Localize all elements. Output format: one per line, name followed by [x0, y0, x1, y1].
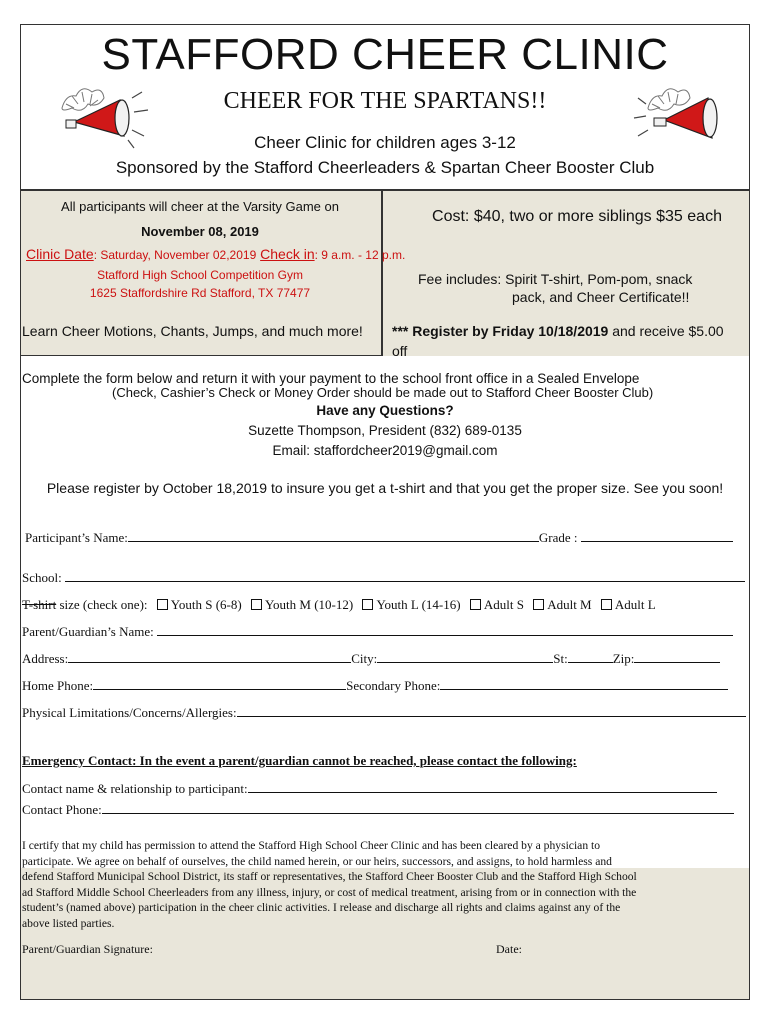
waiver-line: participate. We agree on behalf of ourselves, the child named herein, or our heirs, successors, and assigns, to hold harmless and: [22, 854, 612, 868]
phone-field[interactable]: [22, 678, 728, 694]
size-youth-l: Youth L (14-16): [376, 597, 461, 612]
home-phone-blank[interactable]: [93, 678, 346, 690]
venue: Stafford High School Competition Gym: [97, 268, 303, 282]
secondary-phone-blank[interactable]: [440, 678, 728, 690]
participant-name-blank[interactable]: [128, 530, 539, 542]
parent-name-blank[interactable]: [157, 624, 733, 636]
checkbox-youth-s[interactable]: [157, 599, 168, 610]
page-title: STAFFORD CHEER CLINIC: [101, 30, 669, 79]
register-suffix: and receive $5.00: [608, 323, 724, 339]
fee-line-2: pack, and Cheer Certificate!!: [512, 289, 690, 305]
school-field[interactable]: [22, 570, 745, 586]
email-link[interactable]: Email: staffordcheer2019@gmail.com: [272, 443, 498, 458]
size-adult-m: Adult M: [547, 597, 592, 612]
check-in-value: : 9 a.m. - 12 p.m.: [314, 248, 406, 262]
fee-line-1: Fee includes: Spirit T-shirt, Pom-pom, snack: [418, 271, 693, 287]
participant-name-label: Participant’s Name:: [25, 530, 128, 545]
instructions-line-2: (Check, Cashier’s Check or Money Order should be made out to Stafford Cheer Booster Club): [112, 385, 654, 400]
size-youth-m: Youth M (10-12): [264, 597, 354, 612]
home-phone-label: Home Phone:: [22, 678, 94, 693]
sponsor-line: Sponsored by the Stafford Cheerleaders & Spartan Cheer Booster Club: [115, 158, 655, 177]
address-field[interactable]: [22, 651, 720, 667]
size-youth-s: Youth S (6-8): [170, 597, 242, 612]
check-in-label: Check in: [260, 246, 315, 262]
limitations-field[interactable]: [22, 705, 746, 721]
contact-line: Suzette Thompson, President (832) 689-0135: [248, 423, 522, 438]
page-subtitle: CHEER FOR THE SPARTANS!!: [223, 88, 547, 114]
contact-phone-field[interactable]: [22, 802, 734, 818]
tshirt-size-field[interactable]: [22, 597, 656, 613]
address-label: Address:: [22, 651, 69, 666]
waiver-line: above listed parties.: [22, 916, 115, 930]
waiver-line: ad Stafford Middle School Cheerleaders from any illness, injury, or cost of medical treatment, arising from or in connection with the: [22, 885, 637, 899]
clinic-date-label: Clinic Date: [26, 246, 94, 262]
register-deadline: [392, 323, 724, 339]
grade-label: Grade :: [538, 530, 578, 545]
zip-blank[interactable]: [634, 651, 720, 663]
school-blank[interactable]: [65, 570, 745, 582]
city-label: City:: [351, 651, 378, 666]
emergency-heading: Emergency Contact: In the event a parent/guardian cannot be reached, please contact the following:: [22, 753, 577, 768]
st-blank[interactable]: [568, 651, 613, 663]
contact-name-blank[interactable]: [248, 781, 717, 793]
learn-line: Learn Cheer Motions, Chants, Jumps, and much more!: [22, 323, 363, 339]
limitations-label: Physical Limitations/Concerns/Allergies:: [22, 705, 237, 720]
checkbox-youth-m[interactable]: [251, 599, 262, 610]
megaphone-pompom-icon: [628, 78, 728, 150]
questions-heading: Have any Questions?: [316, 403, 454, 418]
waiver-line: student’s (named above) participation in the cheer clinic activities. I release and discharge all rights and claims against any of the: [22, 901, 621, 915]
parent-name-label: Parent/Guardian’s Name:: [22, 624, 154, 639]
email-line[interactable]: [0, 443, 770, 458]
checkbox-youth-l[interactable]: [362, 599, 373, 610]
participant-name-field[interactable]: [25, 530, 733, 546]
clinic-date-line: [26, 246, 405, 262]
contact-phone-label: Contact Phone:: [22, 802, 102, 817]
instructions-line-1: Complete the form below and return it with your payment to the school front office in a Sealed Envelope: [22, 371, 640, 386]
size-adult-s: Adult S: [483, 597, 524, 612]
zip-label: Zip:: [612, 651, 635, 666]
school-label: School:: [22, 570, 62, 585]
cost-line: Cost: $40, two or more siblings $35 each: [432, 208, 722, 225]
tshirt-label-struck: T-shirt: [22, 597, 57, 612]
register-prefix: *** Register by Friday 10/18/2019: [392, 323, 609, 339]
grade-blank[interactable]: [581, 530, 733, 542]
register-note: Please register by October 18,2019 to insure you get a t-shirt and that you get the proper size. See you soon!: [46, 480, 724, 496]
venue-address: 1625 Staffordshire Rd Stafford, TX 77477: [89, 286, 311, 300]
tshirt-label: size (check one):: [56, 597, 148, 612]
contact-phone-blank[interactable]: [102, 802, 734, 814]
parent-name-field[interactable]: [22, 624, 733, 640]
register-off: off: [392, 343, 408, 359]
contact-name-field[interactable]: [22, 781, 717, 797]
secondary-phone-label: Secondary Phone:: [346, 678, 441, 693]
checkbox-adult-s[interactable]: [470, 599, 481, 610]
address-blank[interactable]: [68, 651, 351, 663]
megaphone-pompom-icon: [52, 78, 152, 150]
waiver-text: [22, 838, 637, 932]
clinic-date-value: : Saturday, November 02,2019: [93, 248, 257, 262]
contact-name-label: Contact name & relationship to participant:: [22, 781, 248, 796]
size-adult-l: Adult L: [614, 597, 656, 612]
waiver-line: defend Stafford Municipal School District, its staff or representatives, the Stafford Cheer Booster Club and the Stafford High School: [22, 870, 637, 884]
checkbox-adult-m[interactable]: [533, 599, 544, 610]
checkbox-adult-l[interactable]: [601, 599, 612, 610]
varsity-date: November 08, 2019: [141, 224, 259, 239]
st-label: St:: [553, 651, 568, 666]
city-blank[interactable]: [377, 651, 553, 663]
waiver-line: I certify that my child has permission to attend the Stafford High School Cheer Clinic and has been cleared by a physician to: [22, 839, 601, 852]
signature-label[interactable]: Parent/Guardian Signature:: [22, 942, 153, 956]
varsity-line: All participants will cheer at the Varsity Game on: [61, 199, 339, 214]
limitations-blank[interactable]: [237, 705, 746, 717]
date-label[interactable]: Date:: [496, 942, 522, 956]
ages-line: Cheer Clinic for children ages 3-12: [254, 133, 516, 152]
